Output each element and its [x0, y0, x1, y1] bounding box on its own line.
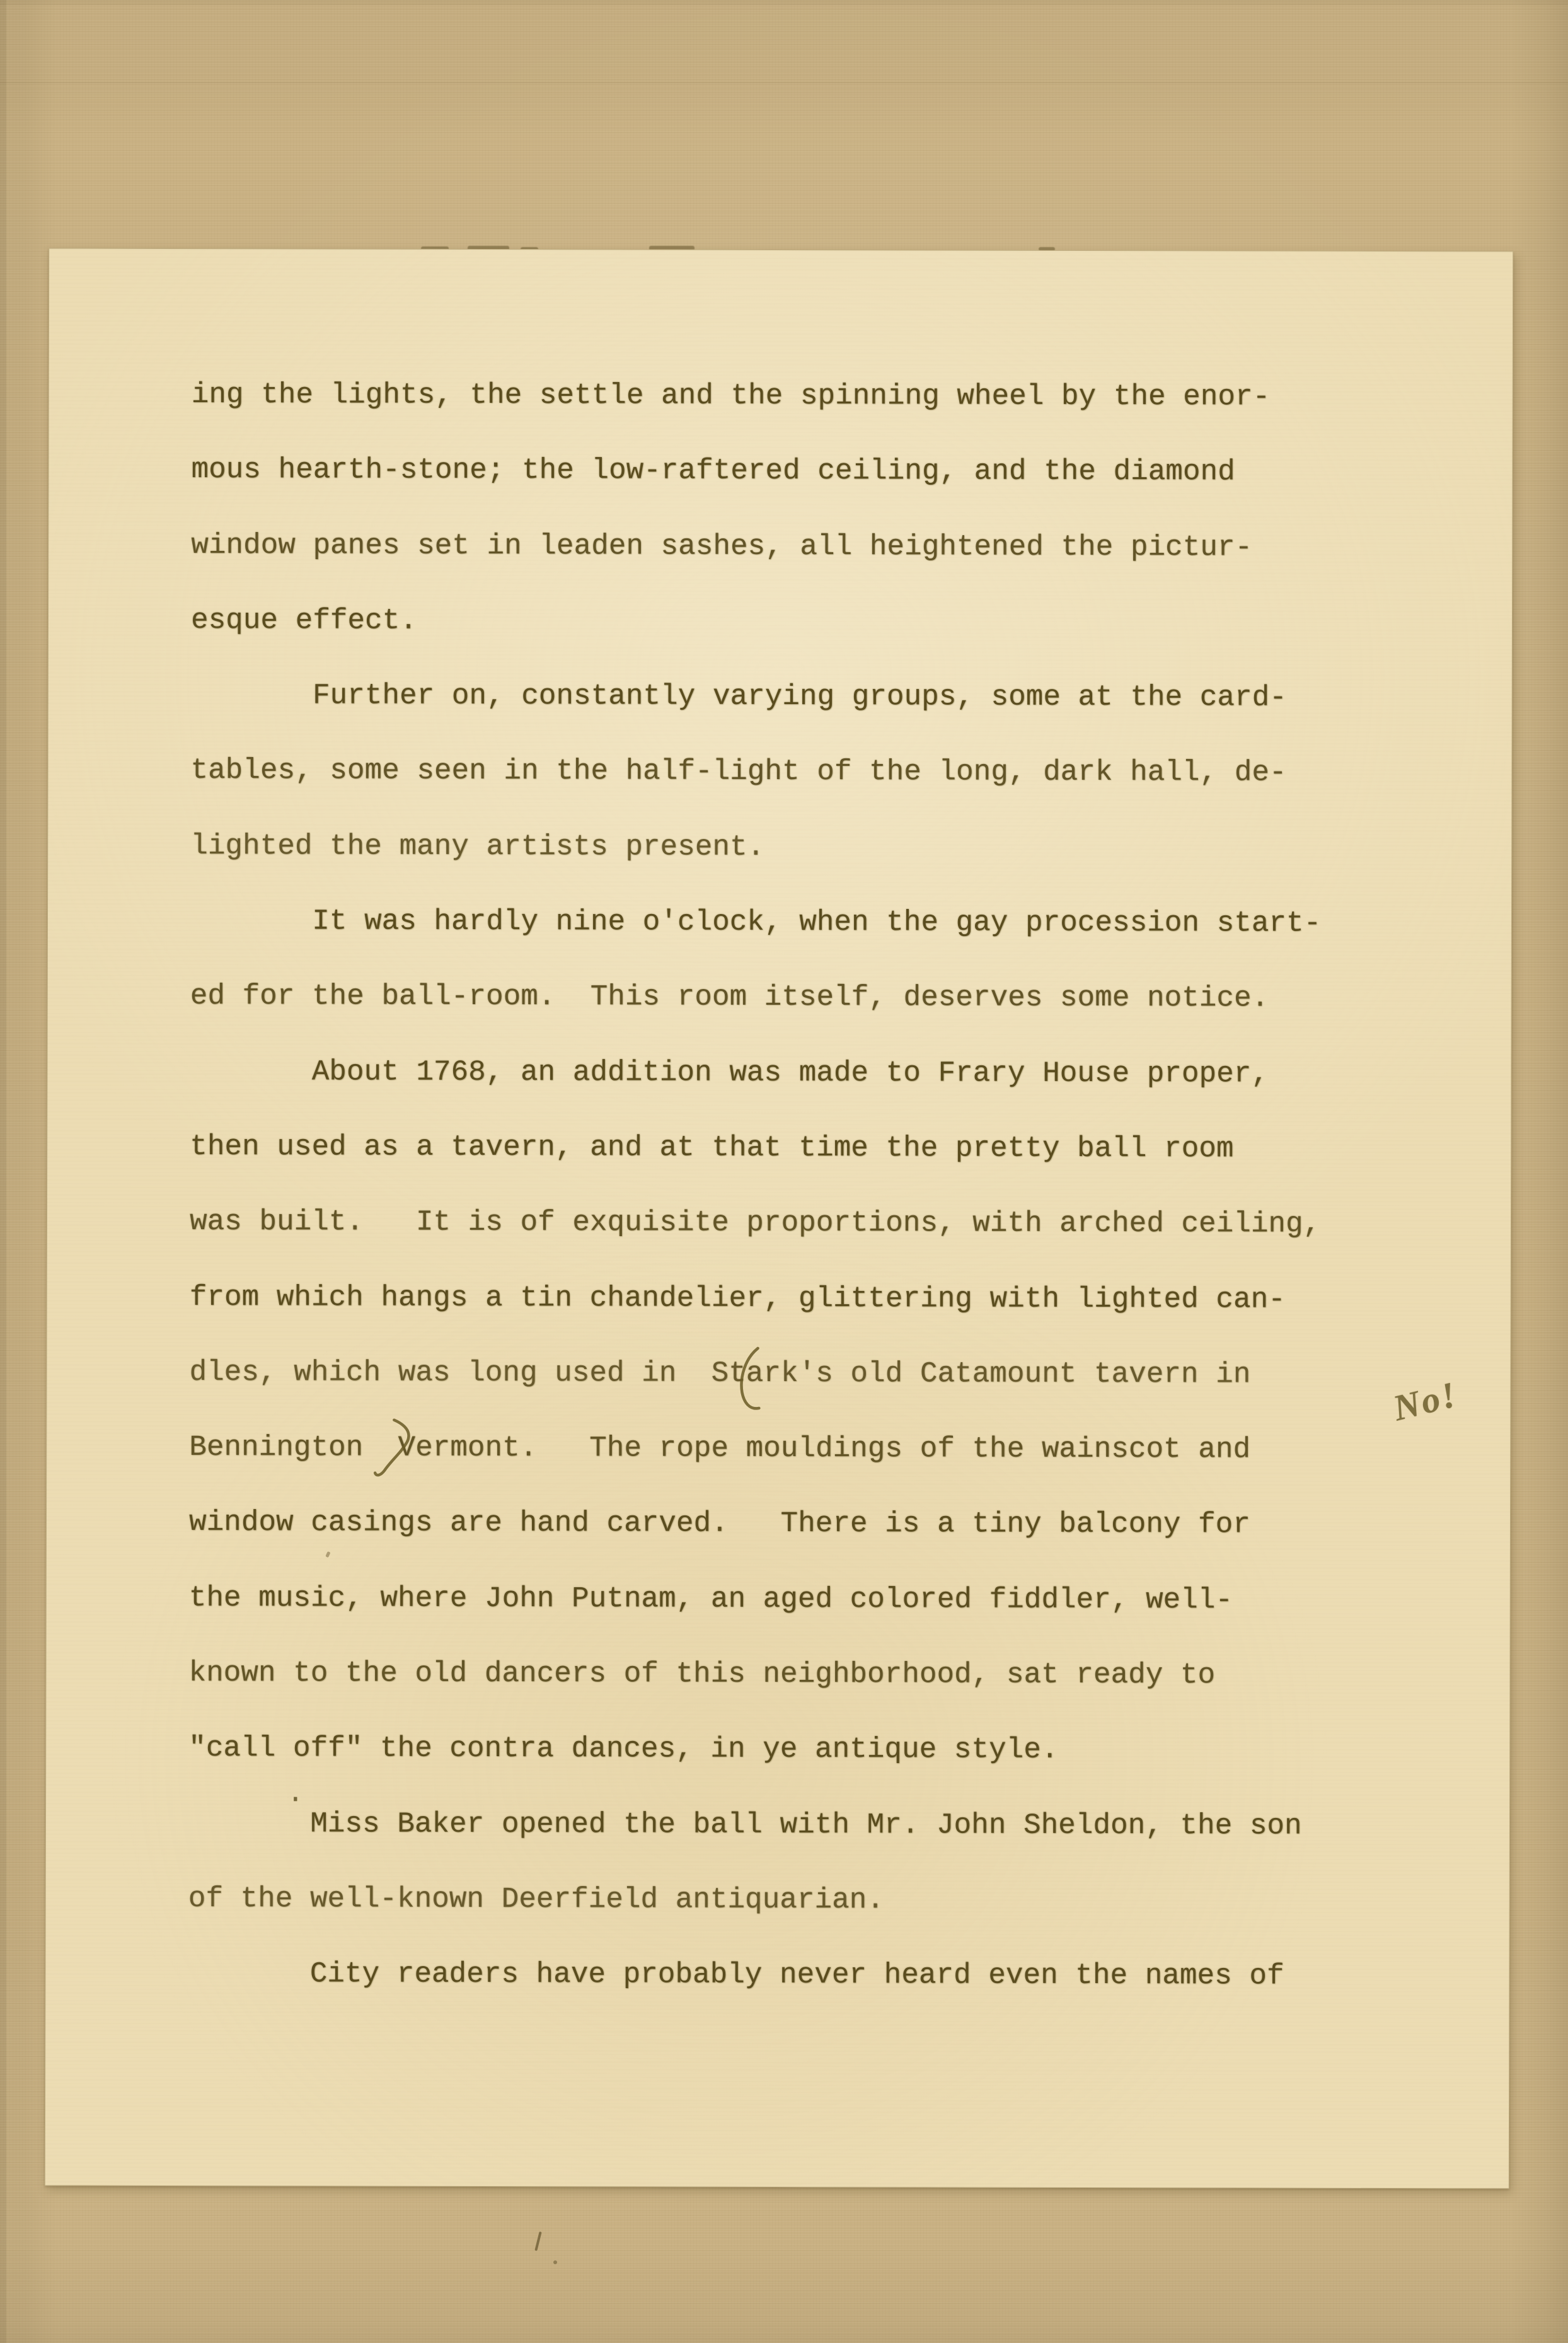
typed-line: then used as a tavern, and at that time the pretty ball room: [190, 1130, 1234, 1166]
ink-smudge-dot: [553, 2260, 557, 2264]
stray-period-mark: .: [287, 1777, 304, 1810]
ink-smudge-stroke: [534, 2231, 541, 2251]
typed-line: known to the old dancers of this neighborhood, sat ready to: [188, 1657, 1216, 1692]
typed-line: It was hardly nine o'clock, when the gay procession start-: [190, 905, 1322, 940]
handwritten-margin-note: No!: [1389, 1373, 1462, 1429]
typed-line: was built. It is of exquisite proportions, with arched ceiling,: [189, 1205, 1321, 1241]
typed-line: tables, some seen in the half-light of the long, dark hall, de-: [190, 754, 1287, 790]
typed-line: of the well-known Deerfield antiquarian.: [188, 1882, 884, 1917]
typed-line: Bennington Vermont. The rope mouldings of the wainscot and: [189, 1431, 1251, 1466]
document-page: [45, 248, 1513, 2189]
typed-line: Miss Baker opened the ball with Mr. John Sheldon, the son: [188, 1807, 1302, 1843]
typed-line: window panes set in leaden sashes, all heightened the pictur-: [191, 528, 1253, 564]
typed-line: esque effect.: [190, 603, 417, 637]
typed-line: dles, which was long used in Stark's old Catamount tavern in: [189, 1355, 1251, 1391]
typed-line: City readers have probably never heard even the names of: [188, 1957, 1284, 1993]
typed-line: mous hearth-stone; the low-raftered ceiling, and the diamond: [191, 453, 1235, 489]
typed-line: About 1768, an addition was made to Frary House proper,: [190, 1055, 1269, 1091]
typed-lines: [188, 357, 1426, 2015]
typed-line: the music, where John Putnam, an aged colored fiddler, well-: [188, 1581, 1233, 1617]
typed-line: "call off" the contra dances, in ye antique style.: [188, 1732, 1059, 1767]
typed-line: ing the lights, the settle and the spinning wheel by the enor-: [191, 378, 1271, 414]
typed-line: window casings are hand carved. There is a tiny balcony for: [188, 1506, 1250, 1542]
mat-crease-line: [0, 82, 1568, 83]
typed-line: ed for the ball-room. This room itself, deserves some notice.: [190, 980, 1269, 1015]
typed-line: from which hangs a tin chandelier, glittering with lighted can-: [189, 1280, 1286, 1316]
typed-line: Further on, constantly varying groups, some at the card-: [190, 679, 1287, 714]
typed-line: lighted the many artists present.: [190, 829, 765, 864]
